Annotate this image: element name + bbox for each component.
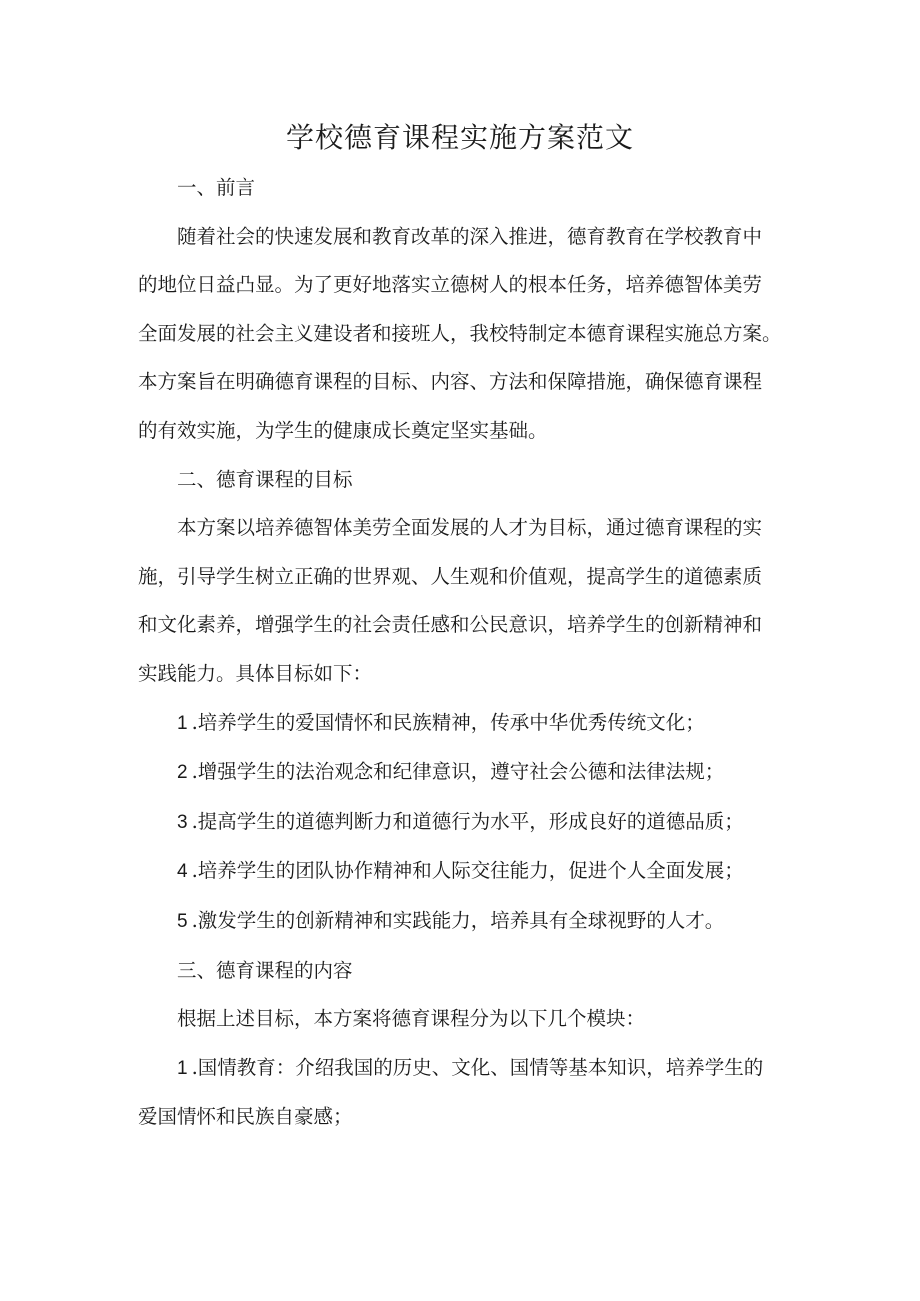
paragraph-line: 本方案旨在明确德育课程的目标、内容、方法和保障措施，确保德育课程 (138, 370, 763, 394)
document-body (138, 164, 802, 1142)
paragraph-line: 爱国情怀和民族自豪感； (138, 1105, 353, 1129)
goal-list-item (138, 699, 802, 749)
list-number: 1 (177, 712, 188, 734)
content-list-item (138, 1044, 802, 1142)
section-heading-preface: 一、前言 (177, 176, 256, 199)
goal-list-item (138, 897, 802, 947)
intro-paragraph (138, 213, 802, 456)
paragraph-line: 的有效实施，为学生的健康成长奠定坚实基础。 (138, 418, 548, 442)
list-text: .激发学生的创新精神和实践能力，培养具有全球视野的人才。 (191, 908, 725, 932)
paragraph-line: 实践能力。具体目标如下： (138, 661, 373, 685)
list-number: 1 (177, 1057, 188, 1079)
paragraph-line: 和文化素养，增强学生的社会责任感和公民意识，培养学生的创新精神和 (138, 613, 763, 637)
list-text: .提高学生的道德判断力和道德行为水平，形成良好的道德品质； (191, 809, 744, 833)
list-text: .国情教育：介绍我国的历史、文化、国情等基本知识，培养学生的 (191, 1055, 764, 1079)
list-number: 3 (177, 811, 188, 833)
paragraph-line: 施，引导学生树立正确的世界观、人生观和价值观，提高学生的道德素质 (138, 564, 763, 588)
section-heading-goals: 二、德育课程的目标 (177, 467, 353, 491)
paragraph-line: 的地位日益凸显。为了更好地落实立德树人的根本任务，培养德智体美劳 (138, 273, 763, 297)
goal-list-item (138, 798, 802, 848)
section-heading-content: 三、德育课程的内容 (177, 958, 353, 982)
document-title: 学校德育课程实施方案范文 (285, 121, 634, 154)
paragraph-line: 本方案以培养德智体美劳全面发展的人才为目标，通过德育课程的实 (177, 516, 763, 540)
list-text: .增强学生的法治观念和纪律意识，遵守社会公德和法律法规； (191, 760, 725, 784)
paragraph-line: 随着社会的快速发展和教育改革的深入推进，德育教育在学校教育中 (177, 224, 763, 248)
goals-paragraph (138, 504, 802, 698)
list-text: .培养学生的爱国情怀和民族精神，传承中华优秀传统文化； (191, 710, 705, 734)
goal-list-item (138, 748, 802, 798)
list-text: .培养学生的团队协作精神和人际交往能力，促进个人全面发展； (191, 859, 744, 883)
content-intro: 根据上述目标，本方案将德育课程分为以下几个模块： (177, 1007, 646, 1031)
paragraph-line (138, 1044, 802, 1094)
paragraph-line: 全面发展的社会主义建设者和接班人，我校特制定本德育课程实施总方案。 (138, 321, 782, 345)
list-number: 4 (177, 861, 188, 883)
list-number: 2 (177, 762, 188, 784)
list-number: 5 (177, 910, 188, 932)
goal-list-item (138, 847, 802, 897)
